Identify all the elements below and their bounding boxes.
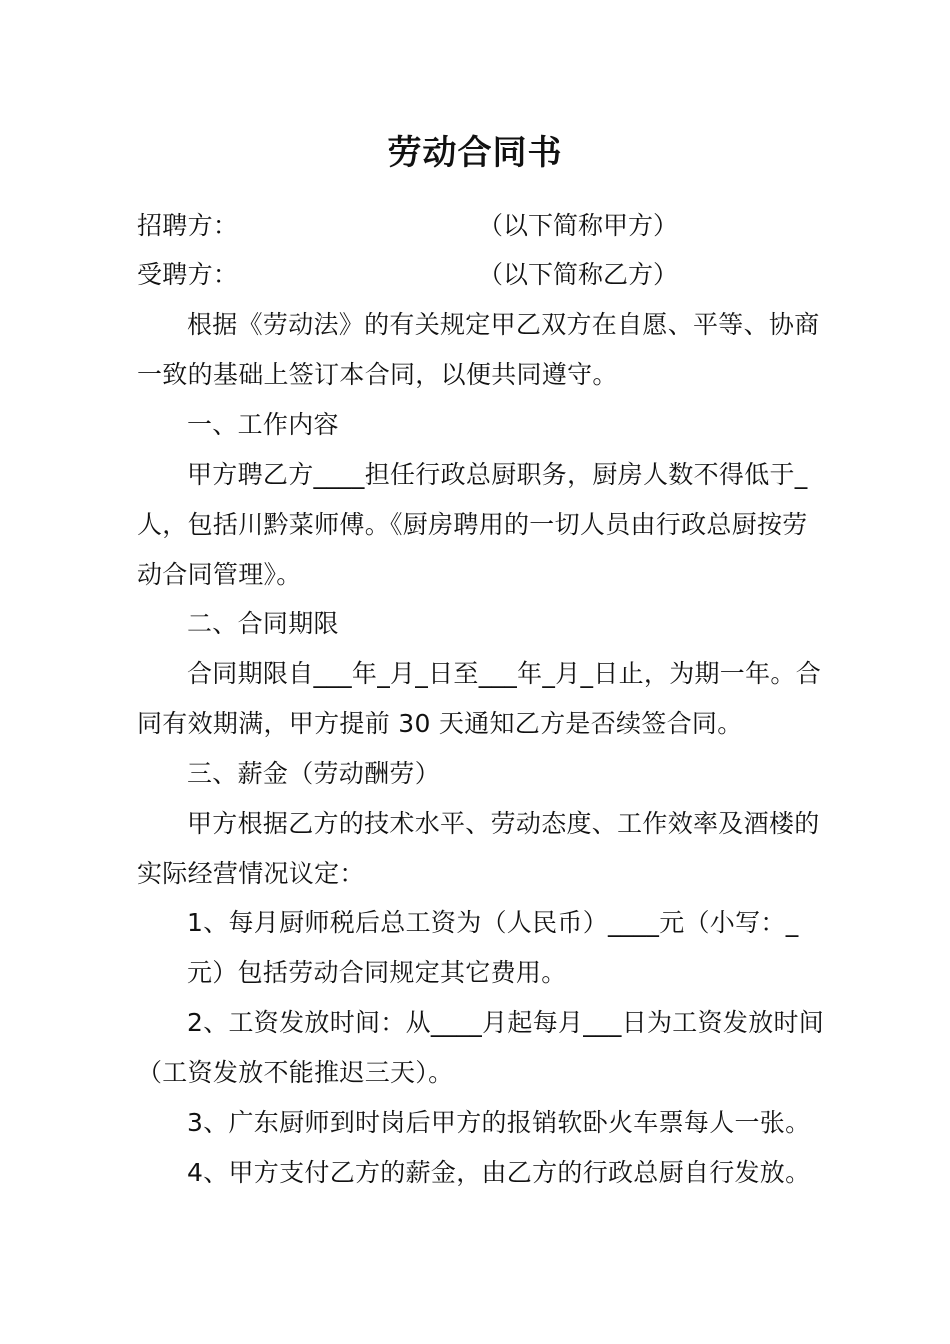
paragraph-line: 人，包括川黔菜师傅。《厨房聘用的一切人员由行政总厨按劳 <box>137 510 808 539</box>
list-item-continuation: 元）包括劳动合同规定其它费用。 <box>187 958 567 987</box>
list-item: 2、工资发放时间：从____月起每月___日为工资发放时间 <box>187 1008 825 1037</box>
list-item-continuation: （工资发放不能推迟三天）。 <box>137 1058 454 1087</box>
section-heading-salary: 三、薪金（劳动酬劳） <box>187 759 441 788</box>
employer-note: （以下简称甲方） <box>478 211 679 240</box>
paragraph-line: 实际经营情况议定： <box>137 859 365 888</box>
list-item: 4、甲方支付乙方的薪金，由乙方的行政总厨自行发放。 <box>187 1158 811 1187</box>
employer-label: 招聘方： <box>137 211 239 240</box>
employee-label: 受聘方： <box>137 260 239 289</box>
paragraph-line: 一致的基础上签订本合同，以便共同遵守。 <box>137 360 618 389</box>
employee-note: （以下简称乙方） <box>478 260 679 289</box>
paragraph-line: 甲方根据乙方的技术水平、劳动态度、工作效率及酒楼的 <box>187 809 820 838</box>
paragraph-line: 根据《劳动法》的有关规定甲乙双方在自愿、平等、协商 <box>187 310 820 339</box>
list-item: 1、每月厨师税后总工资为（人民币）____元（小写：_ <box>187 908 799 937</box>
paragraph-line: 动合同管理》。 <box>137 560 302 589</box>
section-heading-contract-term: 二、合同期限 <box>187 609 339 638</box>
list-item: 3、广东厨师到时岗后甲方的报销软卧火车票每人一张。 <box>187 1108 811 1137</box>
document-title: 劳动合同书 <box>387 133 563 173</box>
section-heading-work-content: 一、工作内容 <box>187 410 339 439</box>
paragraph-line: 甲方聘乙方____担任行政总厨职务，厨房人数不得低于_ <box>187 460 808 489</box>
paragraph-line: 合同期限自___年_月_日至___年_月_日止，为期一年。合 <box>187 659 822 688</box>
paragraph-line: 同有效期满，甲方提前 30 天通知乙方是否续签合同。 <box>137 709 743 738</box>
